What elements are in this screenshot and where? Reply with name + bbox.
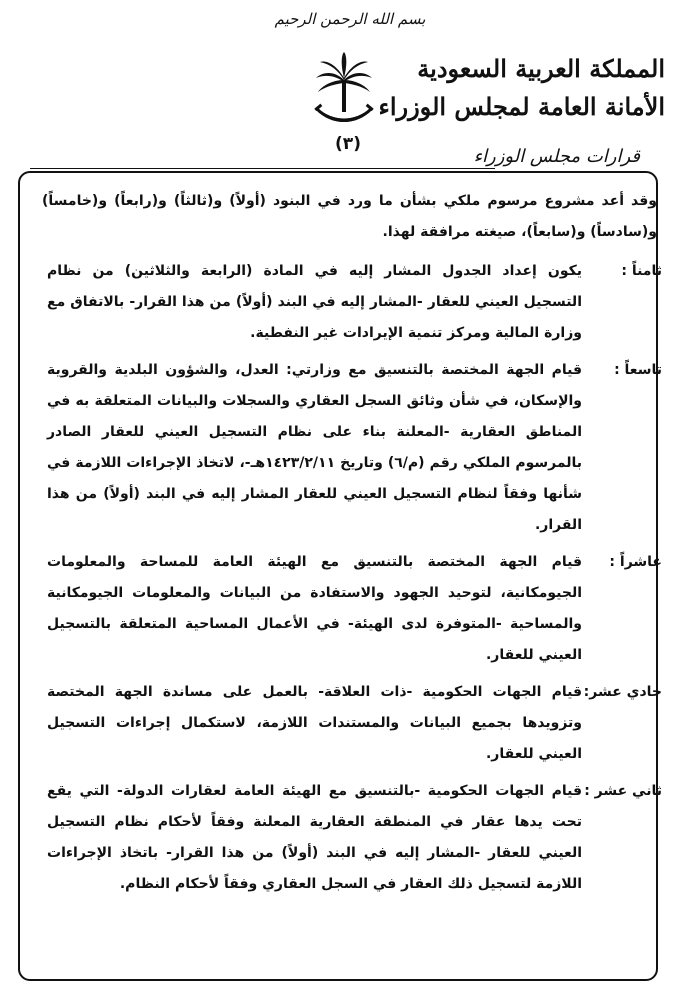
clause-9 [42, 355, 662, 541]
kingdom-title: المملكة العربية السعودية [417, 54, 665, 83]
clause-12 [42, 776, 662, 900]
secretariat-title: الأمانة العامة لمجلس الوزراء [378, 92, 665, 121]
clause-label: ثامناً : [621, 263, 662, 279]
intro-paragraph: وقد أعد مشروع مرسوم ملكي بشأن ما ورد في البنود (أولاً) و(ثالثاً) و(رابعاً) و(خامساً) و(سادساً) و(سابعاً)، صيغته مرافقة لهذا. [42, 193, 657, 240]
clause-label: حادي عشر: [583, 684, 662, 700]
document-body [42, 186, 662, 906]
clause-10 [42, 547, 662, 671]
clause-text: يكون إعداد الجدول المشار إليه في المادة (الرابعة والثلاثين) من نظام التسجيل العيني للعقار -المشار إليه في البند (أولاً) من هذا القرار- بالاتفاق مع وزارة المالية ومركز تنمية الإيرادات غير النفطية. [47, 263, 582, 341]
clause-label: عاشراً : [609, 554, 662, 570]
clause-8 [42, 256, 662, 349]
header-divider [30, 168, 495, 169]
clause-text: قيام الجهة المختصة بالتنسيق مع الهيئة العامة للمساحة والمعلومات الجيومكانية، لتوحيد الجهود والاستفادة من البيانات والمعلومات الجيومكانية والمساحية -المتوفرة لدى الهيئة- في الأعمال المساحية المتعلقة بالتسجيل العيني للعقار. [47, 554, 582, 663]
clause-text: قيام الجهة المختصة بالتنسيق مع وزارتي: العدل، والشؤون البلدية والقروية والإسكان، في شأن وثائق السجل العقاري والسجلات والبيانات المتعلقة به في المناطق العقارية -المعلنة بناء على نظام التسجيل العيني للعقار الصادر بالمرسوم الملكي رقم (م/٦) وتاريخ ١٤٢٣/٢/١١هـ-، لاتخاذ الإجراءات اللازمة في شأنها وفقاً لنظام التسجيل العيني للعقار المشار إليه في البند (أولاً) من هذا القرار. [47, 362, 583, 533]
clause-11 [42, 677, 662, 770]
decisions-label: قرارات مجلس الوزراء [473, 146, 640, 167]
basmala-heading: بسم الله الرحمن الرحيم [274, 10, 426, 28]
clause-label: ثاني عشر : [584, 783, 662, 799]
clause-label: تاسعاً : [614, 362, 662, 378]
saudi-emblem-icon [312, 50, 376, 130]
clause-text: قيام الجهات الحكومية -بالتنسيق مع الهيئة العامة لعقارات الدولة- التي يقع تحت يدها عقار في المنطقة العقارية المعلنة وفقاً لأحكام نظام التسجيل العيني للعقار -المشار إليه في البند (أولاً) من هذا القرار- باتخاذ الإجراءات اللازمة لتسجيل ذلك العقار في السجل العقاري وفقاً لأحكام النظام. [47, 783, 582, 892]
clause-text: قيام الجهات الحكومية -ذات العلاقة- بالعمل على مساندة الجهة المختصة وتزويدها بجميع البيانات والمستندات اللازمة، لاستكمال إجراءات التسجيل العيني للعقار. [47, 684, 582, 762]
page-number: (٣) [335, 134, 361, 154]
